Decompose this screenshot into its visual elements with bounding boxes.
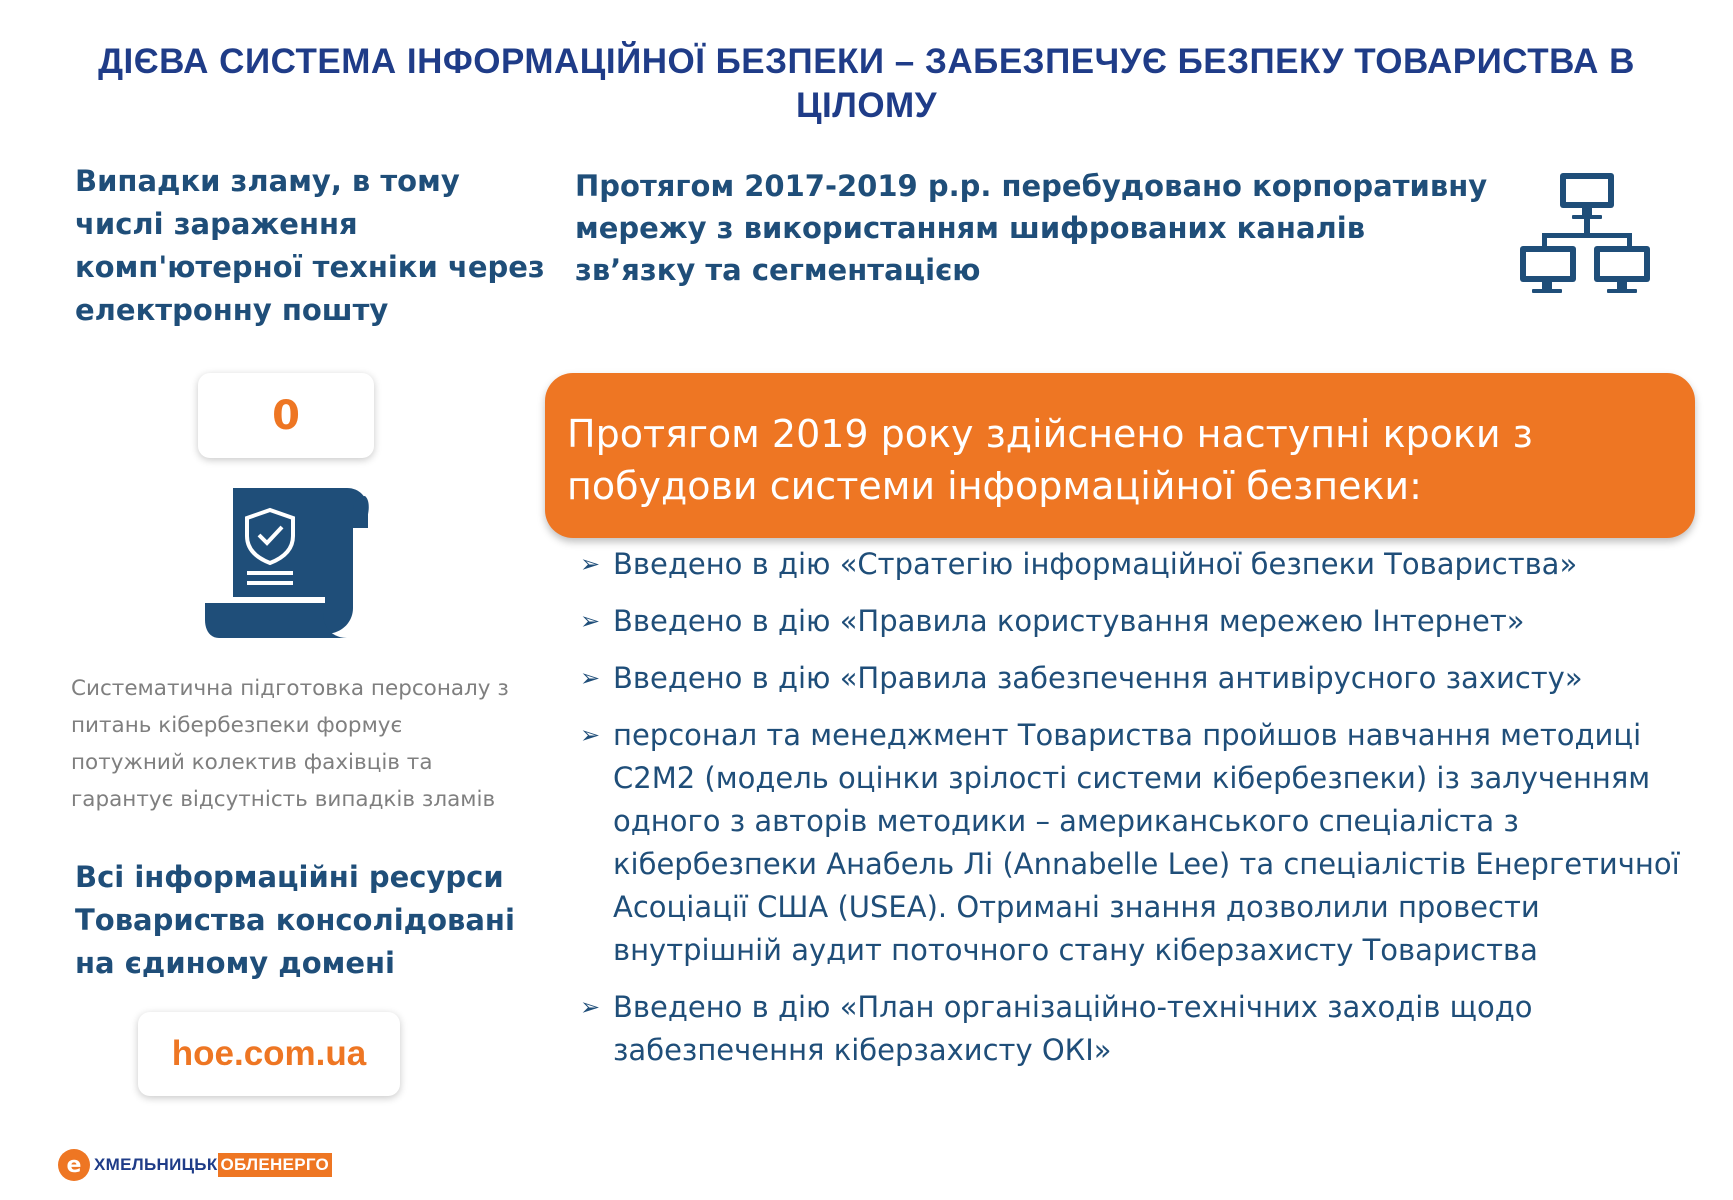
network-computers-icon (1520, 173, 1650, 298)
resources-heading: Всі інформаційні ресурси Товариства консолідовані на єдиному домені (75, 860, 515, 980)
list-item (580, 986, 1710, 1072)
domain-link[interactable]: hoe.com.ua (171, 1034, 367, 1073)
arrow-bullet-icon: ➢ (580, 664, 601, 692)
step-text: Введено в дію «Правила забезпечення антивірусного захисту» (613, 661, 1583, 695)
steps-list (580, 543, 1710, 1086)
list-item (580, 714, 1710, 972)
domain-card (138, 1012, 400, 1096)
step-text: персонал та менеджмент Товариства пройшов навчання методиці С2М2 (модель оцінки зрілості системи кібербезпеки) із залученням одного з авторів методики – американського спеціаліста з кібербезпеки Анабель Лі (Annabelle Lee) та спеціалістів Енергетичної Асоціації США (USEA). Отримані знання дозволили провести внутрішній аудит поточного стану кіберзахисту Товариства (613, 718, 1680, 967)
logo-text-part1: ХМЕЛЬНИЦЬК (94, 1155, 218, 1174)
list-item (580, 543, 1710, 586)
breach-heading: Випадки зламу, в тому числі зараження комп'ютерної техніки через електронну пошту (75, 164, 545, 327)
company-logo (58, 1148, 332, 1182)
list-item (580, 657, 1710, 700)
banner-text: Протягом 2019 року здійснено наступні кроки з побудови системи інформаційної безпеки: (567, 412, 1533, 508)
arrow-bullet-icon: ➢ (580, 993, 601, 1021)
breach-count: 0 (272, 392, 300, 439)
logo-text-part2: ОБЛЕНЕРГО (218, 1153, 333, 1177)
security-policy-document-icon (205, 488, 370, 638)
network-heading: Протягом 2017-2019 р.р. перебудовано корпоративну мережу з використанням шифрованих каналів зв’язку та сегментацією (575, 169, 1488, 287)
page-title: ДІЄВА СИСТЕМА ІНФОРМАЦІЙНОЇ БЕЗПЕКИ – ЗАБЕЗПЕЧУЄ БЕЗПЕКУ ТОВАРИСТВА В ЦІЛОМУ (98, 42, 1635, 125)
step-text: Введено в дію «Правила користування мережею Інтернет» (613, 604, 1525, 638)
arrow-bullet-icon: ➢ (580, 721, 601, 749)
breach-count-card (198, 373, 374, 458)
training-note: Систематична підготовка персоналу з питань кібербезпеки формує потужний колектив фахівців та гарантує відсутність випадків зламів (71, 676, 509, 812)
logo-mark-icon: е (58, 1149, 90, 1181)
arrow-bullet-icon: ➢ (580, 550, 601, 578)
step-text: Введено в дію «Стратегію інформаційної безпеки Товариства» (613, 547, 1578, 581)
arrow-bullet-icon: ➢ (580, 607, 601, 635)
step-text: Введено в дію «План організаційно-технічних заходів щодо забезпечення кіберзахисту ОКІ» (613, 990, 1533, 1067)
list-item (580, 600, 1710, 643)
steps-banner (545, 373, 1695, 538)
